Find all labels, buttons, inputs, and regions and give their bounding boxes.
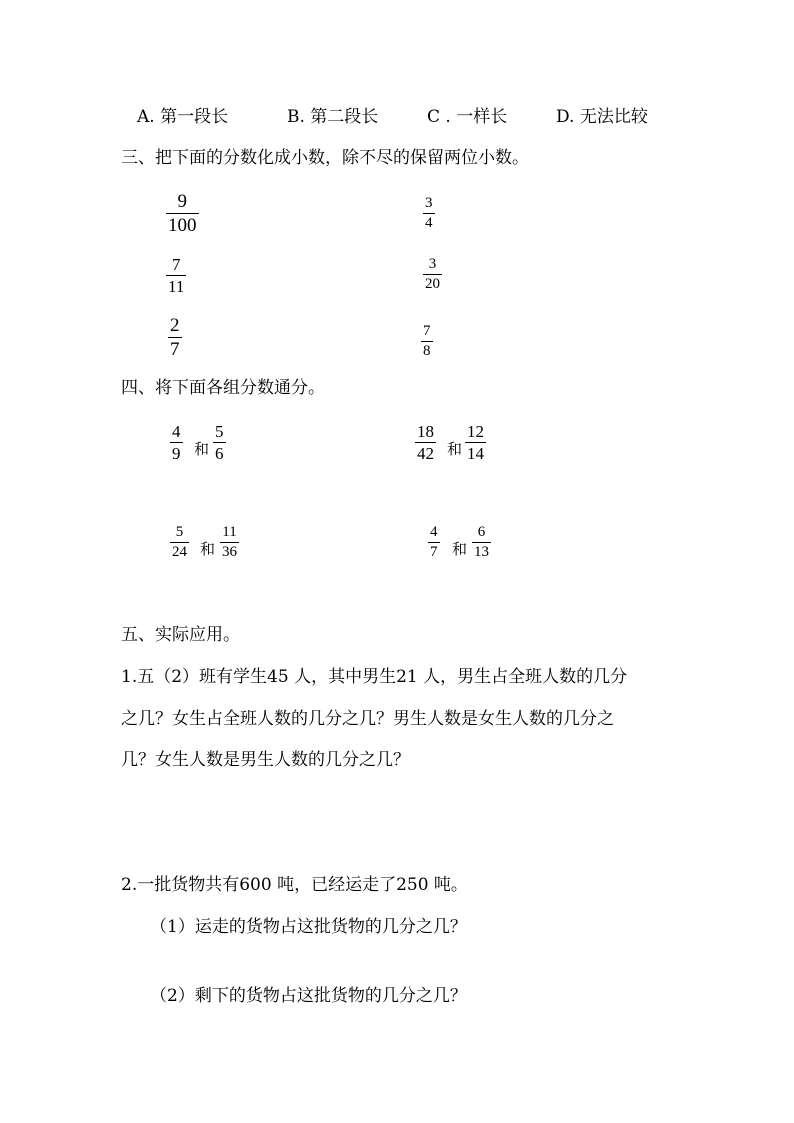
fraction-9-100 [166,192,199,235]
question2-line1: 2.一批货物共有600 吨，已经运走了250 吨。 [121,875,468,895]
denominator: 20 [425,276,440,292]
numerator: 7 [423,323,431,339]
numerator: 4 [172,422,181,441]
fraction-4-9 [170,423,183,462]
connector-he: 和 [452,540,468,558]
fraction-2-7 [168,316,182,359]
numerator: 11 [222,524,237,540]
fraction-3-20 [423,257,442,292]
numerator: 4 [430,524,438,540]
denominator: 24 [172,544,187,560]
section4-title: 四、将下面各组分数通分。 [121,378,325,398]
denominator: 7 [170,339,180,360]
denominator: 13 [474,544,489,560]
option-c: C . 一样长 [427,107,508,127]
denominator: 6 [215,444,224,463]
option-d: D. 无法比较 [556,107,648,127]
denominator: 9 [172,444,181,463]
question2-sub1: （1）运走的货物占这批货物的几分之几？ [150,917,467,937]
question1-line1: 1.五（2）班有学生45 人，其中男生21 人，男生占全班人数的几分 [121,667,628,687]
fraction-5-6 [213,423,226,462]
numerator: 6 [477,524,486,540]
question2-sub2: （2）剩下的货物占这批货物的几分之几？ [150,986,467,1006]
denominator: 36 [222,544,237,560]
fraction-12-14 [465,423,486,462]
fraction-4-7 [428,525,440,560]
fraction-11-36 [220,525,239,560]
numerator: 5 [175,524,184,540]
numerator: 2 [170,315,180,336]
connector-he: 和 [200,540,216,558]
fraction-6-13 [472,525,491,560]
section3-title: 三、把下面的分数化成小数，除不尽的保留两位小数。 [121,148,529,168]
question1-line3: 几？女生人数是男生人数的几分之几？ [121,750,410,770]
numerator: 7 [171,255,181,274]
connector-he: 和 [447,440,463,458]
connector-he: 和 [194,440,210,458]
fraction-7-8 [421,324,433,359]
fraction-7-11 [166,256,186,295]
numerator: 3 [425,195,433,211]
option-a: A. 第一段长 [137,107,229,127]
numerator: 3 [428,256,437,272]
denominator: 100 [168,215,197,236]
denominator: 14 [467,444,484,463]
denominator: 42 [417,444,434,463]
option-b: B. 第二段长 [287,107,379,127]
section5-title: 五、实际应用。 [121,625,240,645]
fraction-3-4 [423,196,435,231]
numerator: 5 [215,422,224,441]
fraction-5-24 [170,525,189,560]
denominator: 11 [168,277,185,296]
denominator: 7 [430,544,438,560]
denominator: 8 [423,343,431,359]
numerator: 9 [177,191,187,212]
numerator: 18 [417,422,434,441]
fraction-18-42 [415,423,436,462]
numerator: 12 [467,422,484,441]
denominator: 4 [425,215,433,231]
question1-line2: 之几？女生占全班人数的几分之几？男生人数是女生人数的几分之 [121,709,614,729]
